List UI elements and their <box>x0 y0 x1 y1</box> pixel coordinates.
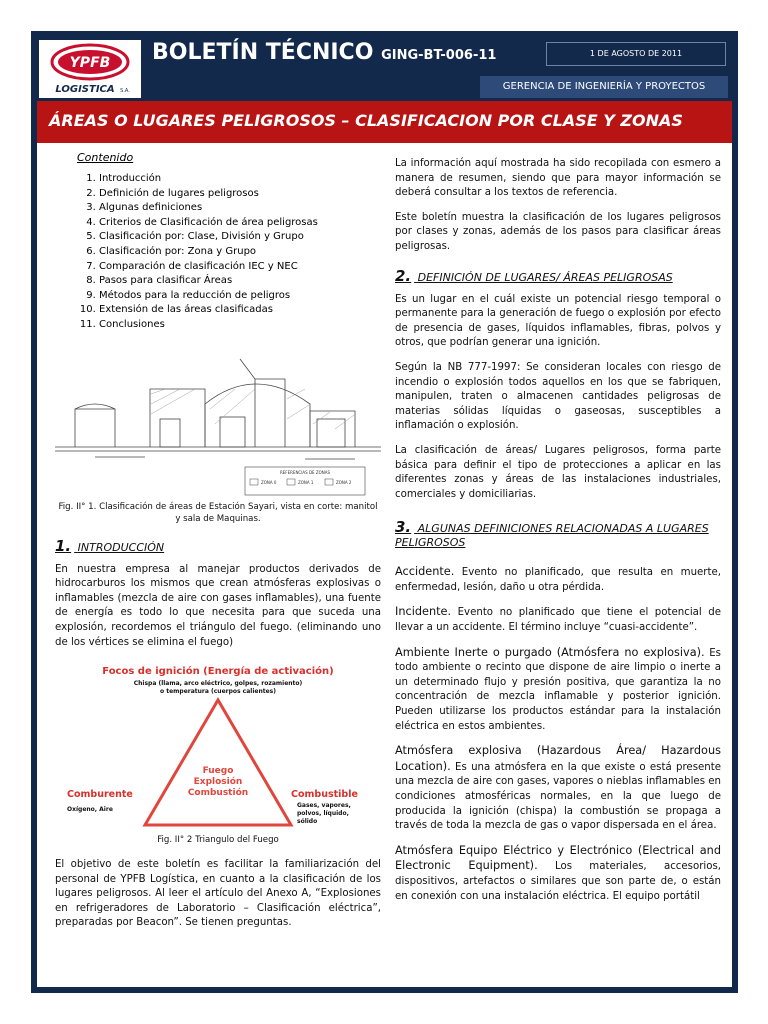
figure2-caption: Fig. II° 2 Triangulo del Fuego <box>157 835 279 846</box>
intro-paragraph-2: Este boletín muestra la clasificación de los lugares peligrosos por clases y zonas, además de los pasos para clasificar áreas peligrosas. <box>395 211 721 252</box>
definition-ambiente-inerte <box>395 646 721 735</box>
section1-heading <box>55 537 381 555</box>
section1-title: INTRODUCCIÓN <box>77 540 165 554</box>
main-title: ÁREAS O LUGARES PELIGROSOS – CLASIFICACION POR CLASE Y ZONAS <box>49 111 683 130</box>
section2-paragraph-2: Según la NB 777-1997: Se consideran locales con riesgo de incendio o explosión todos aquellos en los que se fabriquen, manipulen, traten o almacenen cantidades peligrosas de materias sólidas líquidas o gaseosas, susceptibles a inflamación o explosión. <box>395 361 721 432</box>
toc-item: 5. Clasificación por: Clase, División y Grupo <box>99 230 381 245</box>
definition-text: Evento no planificado que tiene el potencial de llevar a un accidente. El término incluye “cuasi-accidente”. <box>395 607 721 634</box>
section3-title: ALGUNAS DEFINICIONES RELACIONADAS A LUGARES PELIGROSOS <box>395 522 709 550</box>
content-area <box>37 143 732 987</box>
toc-list <box>55 172 381 333</box>
definition-text: Es una atmósfera en la que existe o está presente una mezcla de aire con gases, vapores o nieblas inflamables en condiciones atmosféricas normales, en la que luego de producida la ignición (chispa) la combustión se propaga a través de toda la mezcla de gas o vapor dispersada en el área. <box>395 761 721 832</box>
station-section-drawing <box>55 349 381 497</box>
section1-objective: El objetivo de este boletín es facilitar la familiarización del personal de YPFB Logística, en cuanto a la clasificación de los lugares peligrosos. Al leer el artículo del Anexo A, “Explosiones en refrigeradores de Laboratorio – Clasificación eléctrica”, preparadas por Beacon”. Se tienen preguntas. <box>55 859 381 929</box>
definition-equipo-electrico <box>395 844 721 904</box>
toc-item: 8. Pasos para clasificar Áreas <box>99 274 381 289</box>
ignition-sub1: Chispa (llama, arco eléctrico, golpes, rozamiento) <box>133 680 303 688</box>
toc-item: 1. Introducción <box>99 172 381 187</box>
combustible-sub3: sólido <box>297 818 318 826</box>
combustible-sub1: Gases, vapores, <box>297 802 351 810</box>
definition-atmosfera-explosiva <box>395 744 721 834</box>
toc-item: 2. Definición de lugares peligrosos <box>99 187 381 202</box>
toc-item: 7. Comparación de clasificación IEC y NEC <box>99 260 381 275</box>
toc-item: 3. Algunas definiciones <box>99 201 381 216</box>
left-column <box>55 149 381 941</box>
toc-item: 6. Clasificación por: Zona y Grupo <box>99 245 381 260</box>
zone-legend <box>245 467 365 495</box>
legend-zone-1: ZONA 1 <box>298 479 314 485</box>
definition-accidente <box>395 565 721 595</box>
comburente-label: Comburente <box>67 789 133 801</box>
toc-item: 10. Extensión de las áreas clasificadas <box>99 303 381 318</box>
section2-heading <box>395 267 721 285</box>
logo-text: YPFB <box>69 55 111 71</box>
toc-title: Contenido <box>77 151 134 164</box>
section3-number: 3. <box>395 518 412 537</box>
section2-paragraph-1: Es un lugar en el cuál existe un potencial riesgo temporal o permanente para la generación de fuego o explosión por efecto de presencia de gases, líquidos inflamables, fibras, polvos y otros, que podrían generar una ignición. <box>395 293 722 349</box>
figure1-caption: Fig. II° 1. Clasificación de áreas de Estación Sayari, vista en corte: manitol y sala de Maquinas. <box>58 501 378 524</box>
center-combustion: Combustión <box>187 788 249 799</box>
section3-heading <box>395 518 721 549</box>
logo-subtext: LOGISTICA <box>55 84 115 95</box>
definition-term: Atmósfera explosiva (Hazardous Área/ Hazardous Location). <box>395 744 721 773</box>
toc-item: 4. Criterios de Clasificación de área peligrosas <box>99 216 381 231</box>
center-fuego: Fuego <box>202 766 234 777</box>
toc-item: 11. Conclusiones <box>99 318 381 333</box>
section1-paragraph: En nuestra empresa al manejar productos derivados de hidrocarburos los mismos que crean atmósferas explosivas o inflamables (mezcla de aire con gases inflamables), una fuente de energía es todo lo que necesita para que suceda una explosión, recordemos el triángulo del fuego. (eliminando uno de los vértices se elimina el fuego) <box>55 563 381 648</box>
bulletin-code: GING-BT-006-11 <box>381 48 497 63</box>
definition-incidente <box>395 605 721 635</box>
logo-sa: S.A. <box>120 88 130 94</box>
legend-zone-2: ZONA 2 <box>336 479 352 485</box>
definition-term: Incidente. <box>395 605 452 619</box>
ignition-title: Focos de ignición (Energía de activación) <box>102 666 334 678</box>
bulletin-title-text: BOLETÍN TÉCNICO <box>152 40 374 65</box>
title-band <box>37 101 732 143</box>
fire-triangle-diagram <box>55 660 381 830</box>
right-column <box>395 157 721 914</box>
comburente-sub: Oxígeno, Aire <box>67 806 113 814</box>
section1-number: 1. <box>55 536 72 555</box>
definition-text: Evento no planificado, que resulta en muerte, enfermedad, lesión, daño u otra pérdida. <box>395 567 721 593</box>
department-label: GERENCIA DE INGENIERÍA Y PROYECTOS <box>480 76 728 98</box>
combustible-label: Combustible <box>291 789 358 801</box>
legend-title: REFERENCIAS DE ZONAS <box>280 469 330 475</box>
company-logo <box>39 40 141 98</box>
legend-zone-0: ZONA 0 <box>261 479 277 485</box>
fire-triangle <box>145 700 291 825</box>
intro-paragraph-1: La información aquí mostrada ha sido recopilada con esmero a manera de resumen, siendo que para mayor información se deberá consultar a los textos de referencia. <box>395 158 721 199</box>
definition-text: Es todo ambiente o recinto que dispone de aire limpio o inerte a un determinado flujo y presión positiva, que garantiza la no concentración de mezcla inflamable y posterior ignición. Pueden utilizarse los productos estándar para la instalación eléctrica en estos ambientes. <box>395 647 721 732</box>
section2-number: 2. <box>395 266 412 285</box>
bulletin-date: 1 DE AGOSTO DE 2011 <box>546 42 726 66</box>
toc-item: 9. Métodos para la reducción de peligros <box>99 289 381 304</box>
section2-paragraph-3: La clasificación de áreas/ Lugares peligrosos, forma parte básica para definir el tipo de protecciones a aplicar en las diferentes zonas y áreas de las instalaciones industriales, comerciales y domiciliarias. <box>395 444 721 500</box>
combustible-sub2: polvos, líquido, <box>297 810 349 818</box>
definition-term: Atmósfera Equipo Eléctrico y Electrónico (Electrical and Electronic Equipment). <box>395 843 721 873</box>
definition-term: Accidente. <box>395 565 455 579</box>
bulletin-title <box>152 40 496 65</box>
center-explosion: Explosión <box>193 777 243 788</box>
section2-title: DEFINICIÓN DE LUGARES/ ÁREAS PELIGROSAS <box>417 270 673 284</box>
ignition-sub2: o temperatura (cuerpos calientes) <box>160 688 276 696</box>
definition-text: Los materiales, accesorios, dispositivos, artefactos o similares que son parte de, o están en conexión con una instalación eléctrica. El equipo portátil <box>395 861 721 902</box>
definition-term: Ambiente Inerte o purgado (Atmósfera no explosiva). <box>395 645 705 659</box>
